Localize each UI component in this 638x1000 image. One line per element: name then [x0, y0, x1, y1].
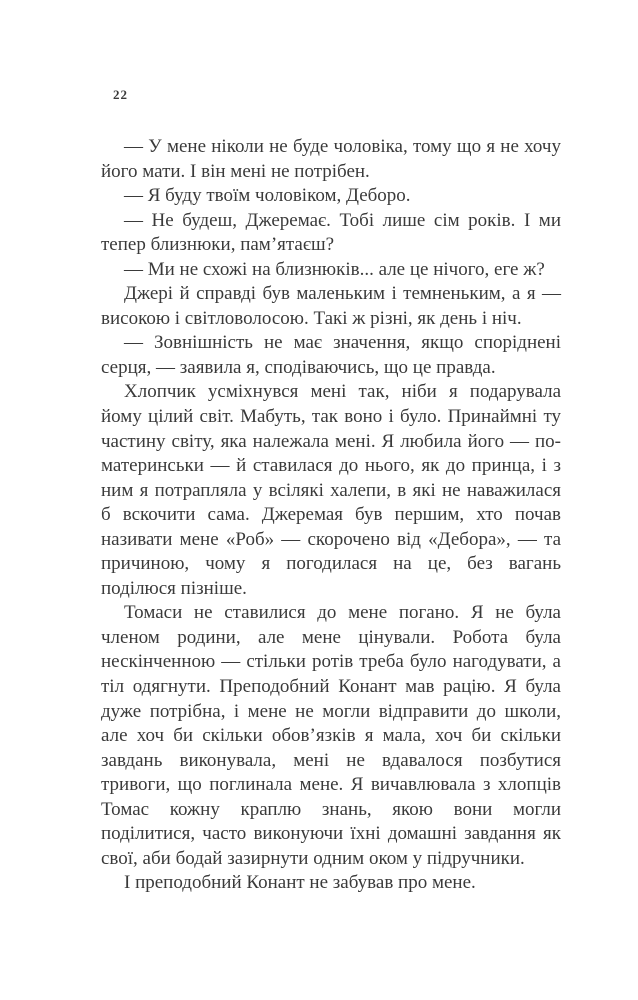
paragraph: Джері й справді був маленьким і темненьким, а я — високою і світловолосою. Такі ж різні, як день і ніч. [101, 283, 561, 329]
paragraph: — Зовнішність не має значення, якщо споріднені серця, — заявила я, сподіваючись, що це правда. [101, 332, 561, 378]
paragraph: — Я буду твоїм чоловіком, Деборо. [124, 185, 411, 207]
text-block [101, 135, 561, 896]
paragraph: Хлопчик усміхнувся мені так, ніби я подарувала йому цілий світ. Мабуть, так воно і було. Принаймні ту частину світу, яка належала мені. Я любила його — по-материнськи — й ставилася до нього, як до принца, і з ним я потрапляла у всілякі халепи, в які не наважилася б вскочити сама. Джеремая був першим, хто почав називати мене «Роб» — скорочено від «Дебора», — та причиною, чому я погодилася на це, без вагань поділюся пізніше. [101, 381, 561, 599]
paragraph: — Ми не схожі на близнюків... але це нічого, еге ж? [124, 258, 545, 280]
paragraph: — У мене ніколи не буде чоловіка, тому що я не хочу його мати. І він мені не потрібен. [101, 136, 561, 182]
page-number: 22 [113, 87, 128, 102]
paragraph: Томаси не ставилися до мене погано. Я не була членом родини, але мене цінували. Робота була нескінченною — стільки ротів треба було нагодувати, а тіл одягнути. Преподобний Конант мав рацію. Я була дуже потрібна, і мене не могли відправити до школи, але хоч би скільки обов’язків я мала, хоч би скільки завдань виконувала, мені не вдавалося позбутися тривоги, що поглинала мене. Я вичавлювала з хлопців Томас кожну краплю знань, якою вони могли поділитися, часто виконуючи їхні домашні завдання як свої, аби бодай зазирнути одним оком у підручники. [101, 602, 561, 869]
paragraph: І преподобний Конант не забував про мене. [124, 872, 476, 894]
paragraph: — Не будеш, Джеремає. Тобі лише сім років. І ми тепер близнюки, пам’ятаєш? [101, 209, 561, 256]
